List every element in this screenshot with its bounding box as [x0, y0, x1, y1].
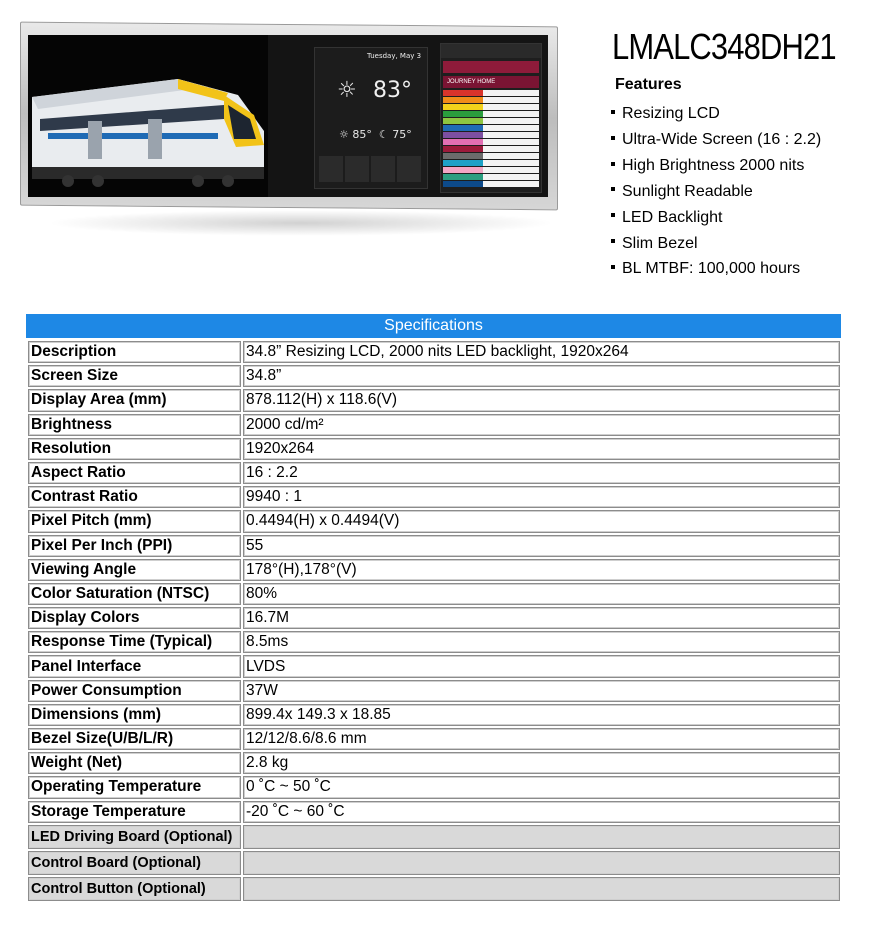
specifications-table: [26, 339, 842, 903]
bullet-icon: [611, 239, 615, 243]
model-number: LMALC348DH21: [612, 26, 836, 67]
spec-row: [28, 752, 840, 774]
transit-line: [443, 97, 539, 103]
spec-label: Power Consumption: [28, 680, 241, 702]
spec-value: 1920x264: [243, 438, 840, 460]
feature-item: [611, 127, 821, 153]
feature-item: [611, 205, 821, 231]
spec-label: Pixel Per Inch (PPI): [28, 535, 241, 557]
sun-cloud-icon: ☼: [337, 78, 357, 103]
spec-row: [28, 462, 840, 484]
feature-text: Ultra-Wide Screen (16 : 2.2): [622, 130, 822, 148]
train-image: [28, 35, 268, 197]
product-image: [6, 14, 566, 232]
spec-row: [28, 559, 840, 581]
feature-text: LED Backlight: [622, 208, 723, 226]
spec-row: [28, 631, 840, 653]
spec-row: [28, 535, 840, 557]
spec-label: Display Colors: [28, 607, 241, 629]
spec-value: 9940 : 1: [243, 486, 840, 508]
spec-row: [28, 341, 840, 363]
spec-value: -20 ˚C ~ 60 ˚C: [243, 801, 840, 823]
spec-label: LED Driving Board (Optional): [28, 825, 241, 849]
spec-value: [243, 825, 840, 849]
feature-item: [611, 101, 821, 127]
spec-value: 2.8 kg: [243, 752, 840, 774]
transit-line: [443, 118, 539, 124]
transit-line: [443, 90, 539, 96]
bullet-icon: [611, 187, 615, 191]
spec-row: [28, 728, 840, 750]
feature-text: Sunlight Readable: [622, 182, 753, 200]
transit-widget: [440, 43, 542, 193]
transit-header: [441, 44, 541, 58]
spec-value: 878.112(H) x 118.6(V): [243, 389, 840, 411]
spec-row: [28, 655, 840, 677]
spec-row: [28, 510, 840, 532]
transit-line: [443, 153, 539, 159]
spec-label: Control Board (Optional): [28, 851, 241, 875]
spec-value: 34.8”: [243, 365, 840, 387]
spec-value: [243, 877, 840, 901]
features-title: Features: [615, 76, 682, 93]
product-shadow: [46, 210, 556, 236]
transit-line: [443, 104, 539, 110]
feature-text: High Brightness 2000 nits: [622, 156, 805, 174]
spec-label: Response Time (Typical): [28, 631, 241, 653]
feature-item: [611, 256, 821, 282]
spec-label: Viewing Angle: [28, 559, 241, 581]
spec-row: [28, 414, 840, 436]
spec-row: [28, 486, 840, 508]
spec-label: Screen Size: [28, 365, 241, 387]
spec-value: 37W: [243, 680, 840, 702]
transit-line: [443, 181, 539, 187]
spec-label: Aspect Ratio: [28, 462, 241, 484]
spec-value: 16 : 2.2: [243, 462, 840, 484]
specifications-header: Specifications: [26, 314, 841, 338]
weather-widget: [314, 47, 428, 189]
spec-value: [243, 851, 840, 875]
transit-line: [443, 125, 539, 131]
spec-label: Color Saturation (NTSC): [28, 583, 241, 605]
feature-item: [611, 231, 821, 257]
feature-text: Resizing LCD: [622, 105, 720, 122]
spec-value: 8.5ms: [243, 631, 840, 653]
bullet-icon: [611, 110, 615, 114]
spec-row: [28, 389, 840, 411]
transit-line: [443, 132, 539, 138]
transit-line: [443, 174, 539, 180]
bullet-icon: [611, 136, 615, 140]
spec-label: Operating Temperature: [28, 776, 241, 798]
spec-value: 16.7M: [243, 607, 840, 629]
spec-row: [28, 583, 840, 605]
spec-value: 0.4494(H) x 0.4494(V): [243, 510, 840, 532]
feature-item: [611, 179, 821, 205]
weather-forecast-strip: [319, 156, 423, 182]
spec-label: Contrast Ratio: [28, 486, 241, 508]
spec-label: Brightness: [28, 414, 241, 436]
spec-value: 899.4x 149.3 x 18.85: [243, 704, 840, 726]
feature-text: BL MTBF: 100,000 hours: [622, 260, 801, 278]
spec-row: [28, 776, 840, 798]
spec-value: 80%: [243, 583, 840, 605]
spec-value: 178°(H),178°(V): [243, 559, 840, 581]
transit-line: [443, 146, 539, 152]
bullet-icon: [611, 162, 615, 166]
feature-item: [611, 153, 821, 179]
weather-date: Tuesday, May 3: [367, 52, 422, 60]
spec-label: Pixel Pitch (mm): [28, 510, 241, 532]
weather-temperature: 83°: [373, 78, 412, 103]
transit-line: [443, 139, 539, 145]
spec-label: Display Area (mm): [28, 389, 241, 411]
display-screen: [28, 35, 548, 197]
features-list: [611, 101, 821, 282]
spec-label: Panel Interface: [28, 655, 241, 677]
spec-label: Control Button (Optional): [28, 877, 241, 901]
spec-label: Bezel Size(U/B/L/R): [28, 728, 241, 750]
feature-text: Slim Bezel: [622, 234, 698, 252]
spec-value: LVDS: [243, 655, 840, 677]
weather-today-tonight: ☼ 85° ☾ 75°: [339, 128, 412, 141]
transit-line: [443, 160, 539, 166]
spec-label: Dimensions (mm): [28, 704, 241, 726]
bullet-icon: [611, 265, 615, 269]
spec-label: Resolution: [28, 438, 241, 460]
spec-value: 55: [243, 535, 840, 557]
bullet-icon: [611, 213, 615, 217]
spec-row: [28, 680, 840, 702]
optional-spec-row: [28, 877, 840, 901]
spec-label: Storage Temperature: [28, 801, 241, 823]
spec-value: 2000 cd/m²: [243, 414, 840, 436]
transit-line: [443, 111, 539, 117]
spec-row: [28, 438, 840, 460]
spec-row: [28, 607, 840, 629]
spec-value: 0 ˚C ~ 50 ˚C: [243, 776, 840, 798]
spec-row: [28, 801, 840, 823]
spec-value: 12/12/8.6/8.6 mm: [243, 728, 840, 750]
optional-spec-row: [28, 825, 840, 849]
train-illustration: [28, 35, 268, 197]
spec-label: Description: [28, 341, 241, 363]
spec-row: [28, 365, 840, 387]
spec-value: 34.8” Resizing LCD, 2000 nits LED backlight, 1920x264: [243, 341, 840, 363]
optional-spec-row: [28, 851, 840, 875]
spec-label: Weight (Net): [28, 752, 241, 774]
transit-journey-heading: JOURNEY HOME: [443, 76, 539, 88]
spec-row: [28, 704, 840, 726]
transit-bar: [443, 61, 539, 73]
transit-line: [443, 167, 539, 173]
